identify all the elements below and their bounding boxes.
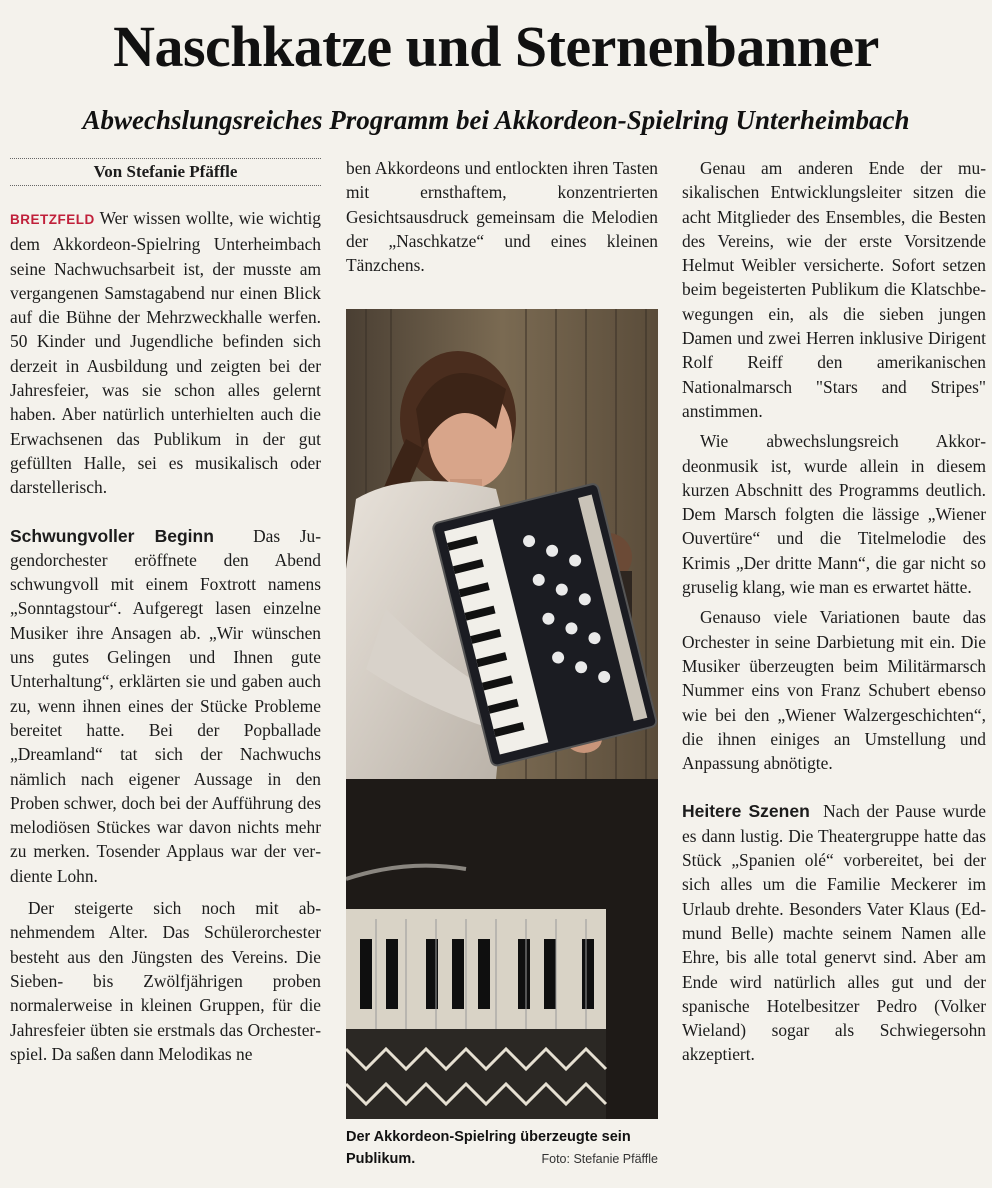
paragraph-theater: [682, 799, 986, 1066]
subhead-schwungvoll: Schwungvoller Beginn: [10, 525, 214, 546]
photo-caption: [346, 1126, 658, 1170]
paragraph-beginning-text: Das Jugendorchester eröffnete den Abend schwungvoll mit einem Foxtrott namens „Sonntagstour“. Aufgeregt lasen einzelne Musiker ihre Ansagen ab. „Wir wünschen uns gutes Gelingen und Ihnen gute Unterhaltung“, erklärten sie und gaben auch zu, wenn ihnen eines der Stücke Probleme bereitet hatte. Bei der Popballade „Dreamland“ tat sich der Nachwuchs nämlich nach eigener Aussage in den Proben schwer, doch bei der Aufführung des melodiösen Stückes war davon nichts mehr zu merken. Tosender Applaus war der verdiente Lohn.: [10, 525, 321, 886]
paragraph-variations: Genauso viele Variationen baute das Orchester in seine Darbietung mit ein. Die Musiker überzeugten beim Militärmarsch Nummer eins von Franz Schubert ebenso wie bei den „Wiener Walzergeschichten“, die ihnen einiges an Umstellung und Anpassung abnötigte.: [682, 607, 986, 774]
subhead-heitere: Heitere Szenen: [682, 801, 810, 822]
byline: Von Stefanie Pfäffle: [10, 158, 321, 186]
column-2: [346, 156, 658, 277]
paragraph-continuation: ben Akkordeons und entlockten ihren Tasten mit ernsthaftem, konzentrierten Gesichtsausdruck gemeinsam die Melodien der „Naschkatze“ und eines kleinen Tänzchens.: [346, 158, 658, 276]
paragraph-intro: [10, 206, 321, 500]
paragraph-students: Der steigerte sich noch mit abnehmendem Alter. Das Schülerorchester besteht aus den Jüngsten des Vereins. Die Sieben- bis Zwölfjährigen proben normalerweise in kleinen Gruppen, für die Jahresfeier übten sie erstmals das Orchesterspiel. Da saßen dann Melodikas ne: [10, 898, 321, 1064]
photo-image: [346, 309, 658, 1119]
column-3: [682, 156, 986, 1067]
paragraph-variety: Wie abwechslungsreich Akkordeonmusik ist, wurde allein in diesem kurzen Abschnitt des Programms deutlich. Dem Marsch folgten die lässige „Wiener Ouvertüre“ und die Titelmelodie des Krimis „Der dritte Mann“, die gar nicht so gruselig klang, wie man es erwartet hätte.: [682, 431, 986, 598]
paragraph-beginning: [10, 524, 321, 888]
photo-accordion-player: [346, 309, 658, 1119]
paragraph-ensemble: Genau am anderen Ende der musikalischen Entwicklungsleiter sitzen die acht Mitglieder des Ensembles, die Besten des Vereins, wie der erste Vorsitzende Helmut Weibler versicherte. Sofort setzen beim begeisterten Publikum die Klatschbewegungen ein, als die sieben jungen Damen und zwei Herren inklusive Dirigent Rolf Reiff den amerikanischen Nationalmarsch "Stars and Stripes" anstimmen.: [682, 158, 986, 421]
paragraph-theater-text: Nach der Pause wurde es dann lustig. Die Theatergruppe hatte das Stück „Spanien olé“ vorbereitet, bei der sich alles um die Familie Meckerer im Urlaub drehte. Besonders Vater Klaus (Edmund Belle) machte seinem Namen alle Ehre, bis alle total genervt sind. Aber am Ende wird natürlich alles gut und der spanische Hotelbesitzer Pedro (Volker Wieland) sogar als Schwiegersohn akzeptiert.: [682, 801, 986, 1065]
dateline: BRETZFELD: [10, 212, 95, 227]
photo-credit: Foto: Stefanie Pfäffle: [541, 1152, 658, 1166]
headline: Naschkatze und Sternenbanner: [113, 14, 879, 79]
subheadline: Abwechslungsreiches Programm bei Akkordeon-Spielring Unterheimbach: [82, 105, 910, 135]
column-1: [10, 156, 321, 1066]
paragraph-intro-text: Wer wissen wollte, wie wichtig dem Akkordeon-Spielring Unterheimbach seine Nachwuchsarbeit ist, der musste am vergangenen Samstagabend nur einen Blick auf die Bühne der Mehrzweckhalle werfen. 50 Kinder und Jugendliche befinden sich derzeit in Ausbildung und zeigten bei der Jahresfeier, was sie schon alles gelernt haben. Aber natürlich unterhielten auch die Erwachsenen das Publikum in der gut gefüllten Halle, sei es musikalisch oder darstellerisch.: [10, 208, 321, 498]
caption-text: Der Akkordeon-Spielring überzeugte sein Publikum.: [346, 1129, 631, 1167]
